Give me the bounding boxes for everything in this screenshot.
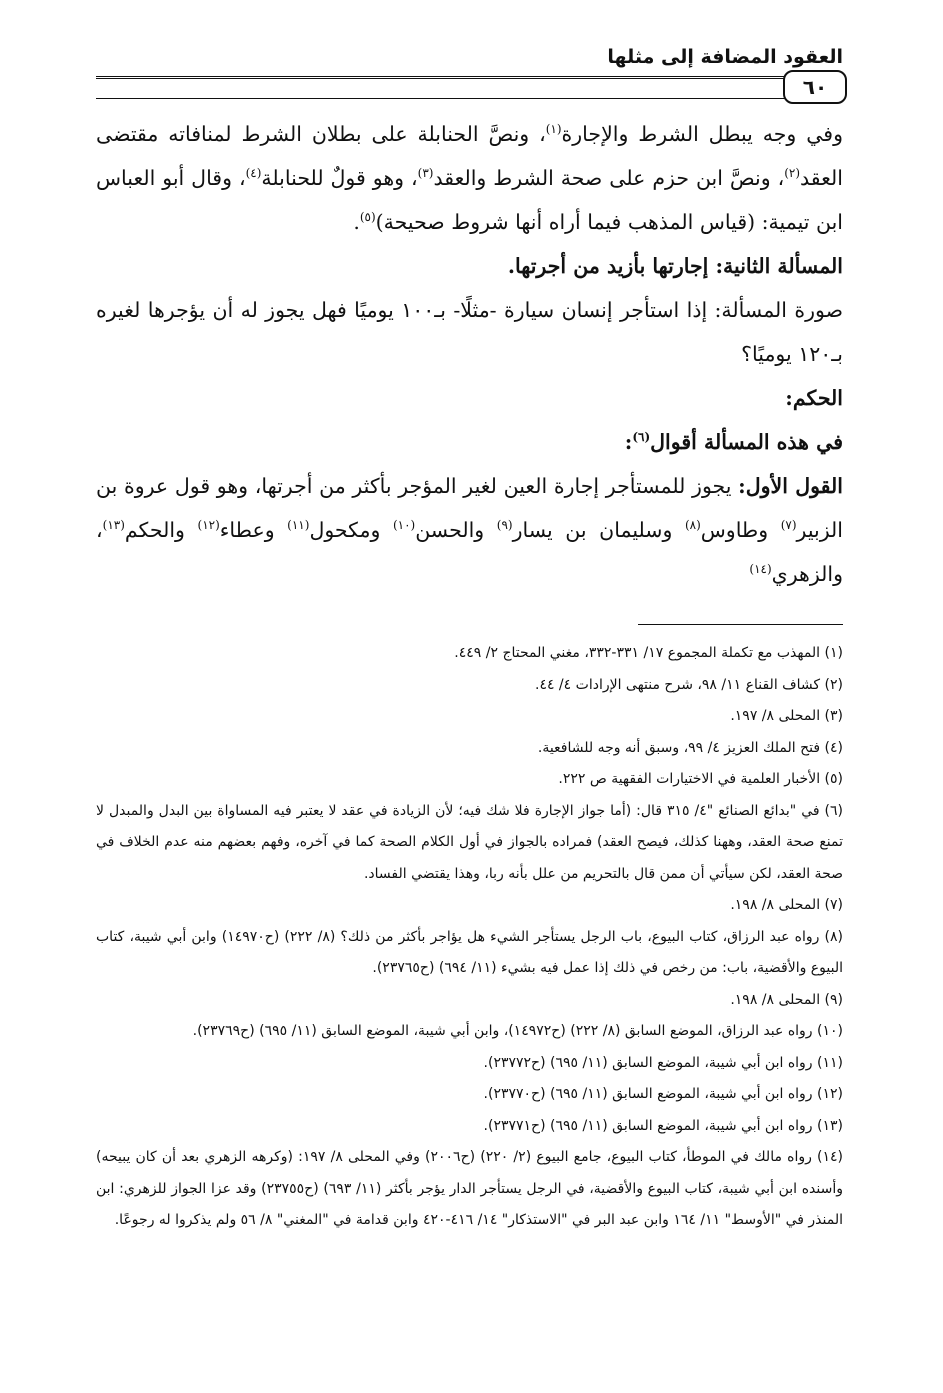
section-heading-ruling: الحكم: <box>785 386 843 410</box>
footnote-ref-13[interactable]: (١٣) <box>102 518 125 533</box>
footnote-8: (٨) رواه عبد الرزاق، كتاب البيوع، باب الرجل يستأجر الشيء هل يؤاجر بأكثر من ذلك؟ (٨/ ٢٢٢) (ح١٤٩٧٠) وابن أبي شيبة، كتاب البيوع والأقضية، باب: من رخص في ذلك إذا عمل فيه بشيء (١١/ ٦٩٤) (ح٢٣٧٦٥). <box>96 928 844 976</box>
running-title: العقود المضافة إلى مثلها <box>607 46 843 68</box>
footnote-2: (٢) كشاف القناع ١١/ ٩٨، شرح منتهى الإرادات ٤/ ٤٤. <box>534 676 843 693</box>
footnote-ref-8[interactable]: (٨) <box>684 518 701 533</box>
footnote-6: (٦) في "بدائع الصنائع "٤/ ٣١٥ قال: (أما جواز الإجارة فلا شك فيه؛ لأن الزيادة في عقد لا يعتبر فيه المساواة بين البدل والمبدل لا تمنع صحة العقد، وههنا كذلك، فيصح العقد) فمراده بالجواز في أول الكلام الصحة كما في آخره، وفهم بعضهم منه عدم الخلاف في صحة العقد، لكن سيأتي أن ممن قال بالتحريم من علل بأنه ربا، وهذا يقتضي الفساد. <box>96 802 844 882</box>
footnote-9: (٩) المحلى ٨/ ١٩٨. <box>730 991 843 1008</box>
footnote-ref-10[interactable]: (١٠) <box>392 518 416 533</box>
header-double-rule <box>96 76 843 79</box>
footnote-10: (١٠) رواه عبد الرزاق، الموضع السابق (٨/ ٢٢٢) (ح١٤٩٧٢)، وابن أبي شيبة، الموضع السابق (١١/ ٦٩٥) (ح٢٣٧٦٩). <box>192 1023 843 1039</box>
footnote-12: (١٢) رواه ابن أبي شيبة، الموضع السابق (١١/ ٦٩٥) (ح٢٣٧٧٠). <box>483 1086 843 1102</box>
paragraph-issue-description: صورة المسألة: إذا استأجر إنسان سيارة -مثلًا- بـ١٠٠ يوميًا فهل يجوز له أن يؤجرها لغيره بـ١٢٠ يوميًا؟ <box>96 298 843 366</box>
footnote-ref-14[interactable]: (١٤) <box>749 562 772 577</box>
first-opinion-label: القول الأول: <box>738 474 843 498</box>
footnote-7: (٧) المحلى ٨/ ١٩٨. <box>730 897 843 913</box>
footnote-1: (١) المهذب مع تكملة المجموع ١٧/ ٣٣١-٣٣٢، مغني المحتاج ٢/ ٤٤٩. <box>454 645 843 661</box>
footnote-ref-12[interactable]: (١٢) <box>197 518 220 533</box>
footnote-14: (١٤) رواه مالك في الموطأ، كتاب البيوع، جامع البيوع (٢/ ٢٢٠) (ح٢٠٠٦) وفي المحلى ٨/ ١٩٧: (وكرهه الزهري بعد أن كان يبيحه) وأسنده ابن أبي شيبة، كتاب البيوع والأقضية، في الرجل يستأجر الدار يؤجر بأكثر (١١/ ٦٩٣) (ح٢٣٧٥٥) وقد عزا الجواز للزهري: ابن المنذر في "الأوسط" ١١/ ١٦٤ وابن عبد البر في "الاستذكار" ١٤/ ٤١٦-٤٢٠ وابن قدامة في "المغني" ٨/ ٥٦ ولم يذكروا له رجوعًا. <box>96 1149 844 1228</box>
footnotes <box>96 638 843 1237</box>
footnote-5: (٥) الأخبار العلمية في الاختيارات الفقهية ص ٢٢٢. <box>558 771 843 787</box>
footnote-separator <box>638 624 843 625</box>
footnote-ref-6[interactable]: (٦) <box>632 430 651 445</box>
footnote-ref-4[interactable]: (٤) <box>245 166 262 181</box>
footnote-ref-2[interactable]: (٢) <box>784 166 801 181</box>
footnote-11: (١١) رواه ابن أبي شيبة، الموضع السابق (١١/ ٦٩٥) (ح٢٣٧٧٢). <box>483 1054 843 1071</box>
footnote-3: (٣) المحلى ٨/ ١٩٧. <box>730 708 843 724</box>
paragraph-1: وفي وجه يبطل الشرط والإجارة$^{(١)}$، ونصَّ الحنابلة على بطلان الشرط لمنافاته مقتضى العقد$^{(٢)}$، ونصَّ ابن حزم على صحة الشرط والعقد$^{(٣)}$، وهو قولٌ للحنابلة$^{(٤)}$، وقال أبو العباس ابن تيمية: (قياس المذهب فيما أراه أنها شروط صحيحة)$^{(٥)}$. <box>96 122 843 234</box>
footnote-ref-1[interactable]: (١) <box>545 122 562 137</box>
footnote-ref-3[interactable]: (٣) <box>417 166 434 181</box>
footnote-4: (٤) فتح الملك العزيز ٤/ ٩٩، وسبق أنه وجه للشافعية. <box>537 739 843 756</box>
footnote-ref-11[interactable]: (١١) <box>287 518 310 533</box>
footnote-ref-9[interactable]: (٩) <box>496 518 513 533</box>
footnote-13: (١٣) رواه ابن أبي شيبة، الموضع السابق (١١/ ٦٩٥) (ح٢٣٧٧١). <box>483 1117 843 1134</box>
paragraph-opinions-intro: في هذه المسألة أقوال$^{(٦)}$: <box>624 430 843 454</box>
header-rule <box>96 98 843 99</box>
footnote-ref-5[interactable]: (٥) <box>359 210 376 225</box>
footnote-ref-7[interactable]: (٧) <box>780 518 797 533</box>
paragraph-first-opinion: القول الأول: يجوز للمستأجر إجارة العين لغير المؤجر بأكثر من أجرتها، وهو قول عروة بن الزبير$^{(٧)}$ وطاوس$^{(٨)}$ وسليمان بن يسار$^{(٩)}$ والحسن$^{(١٠)}$ ومكحول$^{(١١)}$ وعطاء$^{(١٢)}$ والحكم$^{(١٣)}$، والزهري$^{(١٤)}$ <box>96 474 844 586</box>
page-number: ٦٠ <box>783 70 847 104</box>
section-heading-second-issue: المسألة الثانية: إجارتها بأزيد من أجرتها. <box>507 254 843 278</box>
main-text <box>96 112 843 596</box>
